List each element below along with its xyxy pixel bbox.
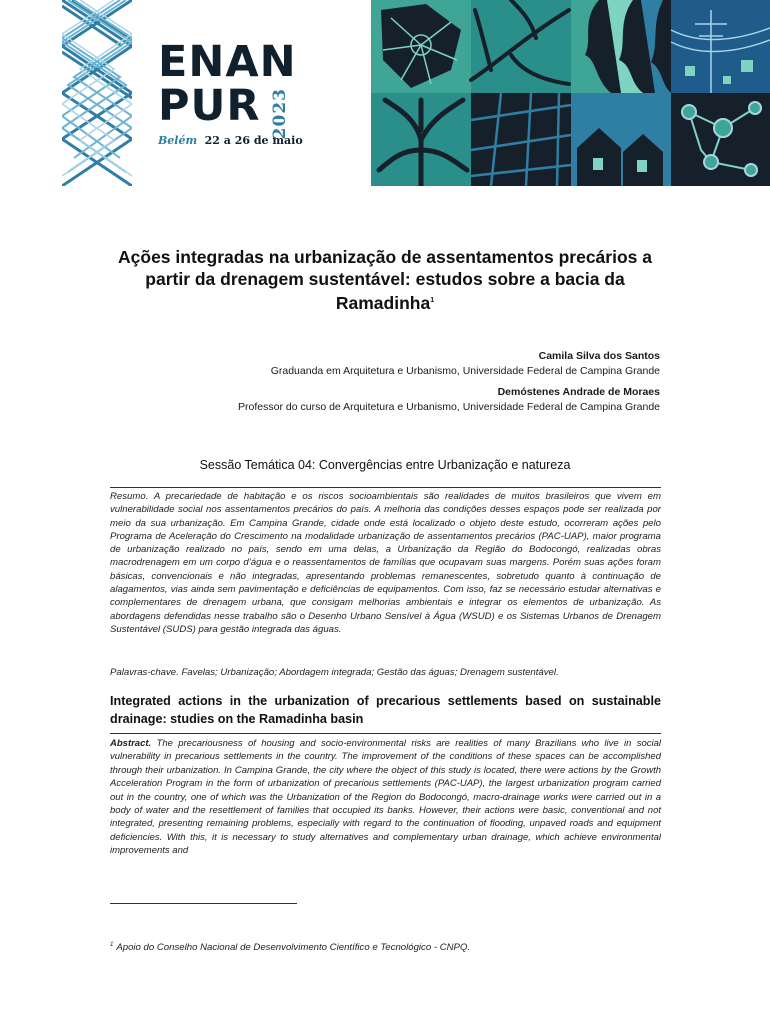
footnote: [110, 942, 470, 953]
logo-year: 2023: [270, 88, 290, 140]
logo-dates: 22 a 26 de maio: [204, 134, 303, 147]
footnote-text: Apoio do Conselho Nacional de Desenvolvimento Científico e Tecnológico - CNPQ.: [116, 942, 471, 954]
author-name: Demóstenes Andrade de Moraes: [497, 386, 660, 398]
logo-subline: [158, 134, 303, 147]
keywords-portuguese: Palavras-chave. Favelas; Urbanização; Abordagem integrada; Gestão das águas; Drenagem sustentável.: [110, 667, 559, 678]
author-name: Camila Silva dos Santos: [538, 350, 660, 362]
footnote-mark: 1: [110, 942, 114, 948]
conference-header: [0, 0, 770, 186]
author-affiliation: Graduanda em Arquitetura e Urbanismo, Universidade Federal de Campina Grande: [270, 365, 660, 377]
author-affiliation: Professor do curso de Arquitetura e Urbanismo, Universidade Federal de Campina Grande: [238, 401, 660, 413]
enanpur-logo: [158, 37, 303, 147]
paper-title: [110, 246, 660, 314]
logo-lattice-icon: [62, 0, 132, 186]
title-footnote-mark: 1: [430, 297, 435, 304]
divider: [110, 487, 661, 488]
abstract-label: Abstract.: [110, 738, 152, 749]
divider: [110, 733, 661, 734]
logo-line-2: PUR: [158, 81, 261, 131]
thematic-session: Sessão Temática 04: Convergências entre Urbanização e natureza: [199, 458, 571, 472]
logo-line-1: ENAN: [158, 37, 297, 87]
abstract-english: [110, 737, 661, 858]
logo-city: Belém: [158, 134, 198, 147]
paper-title-text: Ações integradas na urbanização de assentamentos precários a partir da drenagem sustentável: estudos sobre a bacia da Ramadinha: [118, 247, 652, 313]
english-title: Integrated actions in the urbanization of precarious settlements based on sustainable drainage: studies on the Ramadinha basin: [110, 694, 661, 726]
abstract-portuguese: Resumo. A precariedade de habitação e os riscos socioambientais são realidades de muitos brasileiros que vivem em vulnerabilidade social nos assentamentos precários do país. A melhoria das condições desses espaços pode ser realizada por meio da sua urbanização. Em Campina Grande, cidade onde está localizado o objeto deste estudo, ocorreram ações pelo Programa de Aceleração do Crescimento na modalidade urbanização de assentamentos precários (PAC-UAP), maior programa de urbanização realizado no país, sendo em uma delas, a Urbanização da Região do Bodocongó, realizadas obras macrodrenagem em um corpo d’água e o reassentamentos de famílias que ocupavam suas margens. Porém suas ações foram básicas, convencionais e não integradas, apresentando problemas remanescentes, sobretudo quanto à continuação de alagamentos, vias ainda sem pavimentação e deficiências de equipamentos. Com isso, faz se necessário estudar alternativas e complementares de drenagem urbana, que consigam melhorias ambientais e integrar os elementos de urbanização. As abordagens defendidas nesse trabalho são o Desenho Urbano Sensível à Água (WSUD) e os Sistemas Urbanos de Drenagem Sustentável (SUDS) para gestão integrada das águas.: [110, 491, 661, 635]
header-artwork-icon: [371, 0, 770, 186]
footnote-divider: [110, 903, 297, 904]
author-list: [110, 349, 660, 415]
abstract-english-text: The precariousness of housing and socio-environmental risks are realities of many Brazilians who live in social vulnerability in precarious settlements in the country. The improvement of the conditions of these spaces can be accomplished through their urbanization. In Campina Grande, the city where the object of this study is located, there were actions by the Growth Acceleration Program in the form of urbanization of precarious settlements (PAC-UAP), the largest urbanization program carried out in the country, one of which was the Urbanization of the Region do Bodocongó, macro-drainage works were carried out in a body of water and the resettlement of families that occupied its banks. However, their actions were basic, conventional and not integrated, presenting remaining problems, especially with regard to the continuation of flooding, unpaved roads and equipment deficiencies. With this, it is necessary to study alternatives and complementary urban drainage, which achieve environmental improvements and: [110, 738, 662, 857]
